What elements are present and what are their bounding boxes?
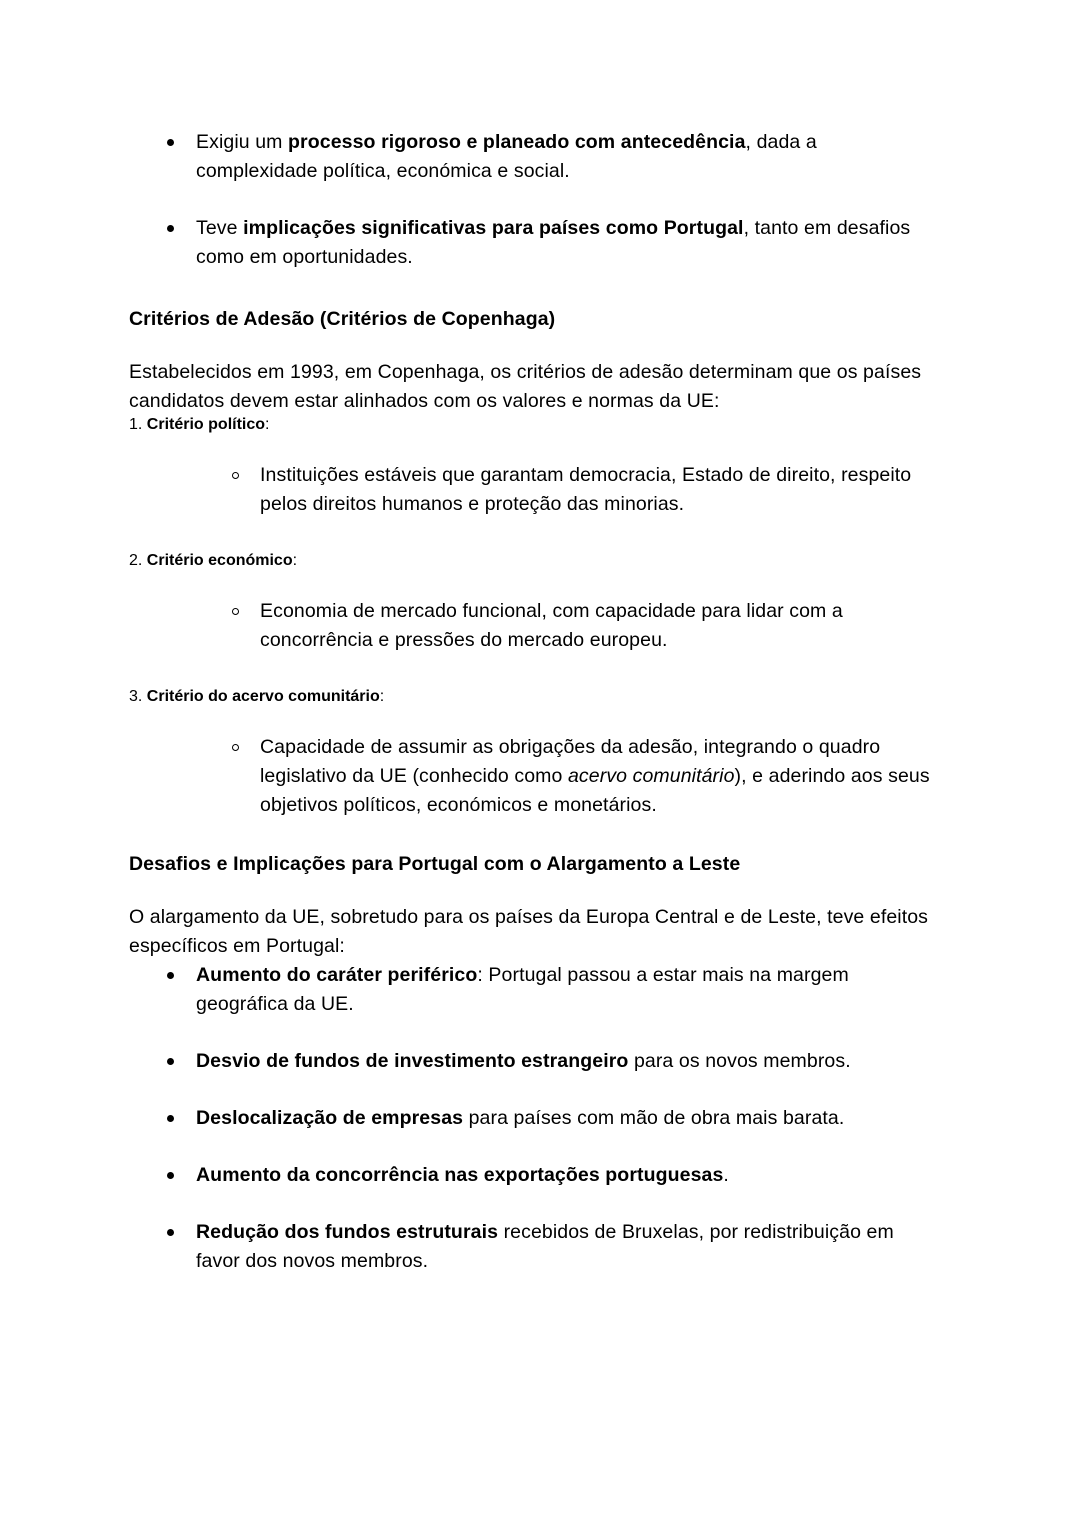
list-item xyxy=(129,597,941,655)
list-item-text: Instituições estáveis que garantam democracia, Estado de direito, respeito pelos direitos humanos e proteção das minorias. xyxy=(260,464,912,515)
text-bold: Desvio de fundos de investimento estrangeiro xyxy=(196,1050,629,1072)
text-tail: : xyxy=(265,416,270,433)
numbered-item-text xyxy=(147,552,297,569)
list-item-text: Economia de mercado funcional, com capacidade para lidar com a concorrência e pressões do mercado europeu. xyxy=(260,600,843,651)
numbered-item xyxy=(129,552,941,570)
criteria-sub-list xyxy=(129,597,941,655)
text-tail: recebidos de Bruxelas, por redistribuição em favor dos novos membros. xyxy=(196,1221,894,1272)
criteria-sub-list xyxy=(129,461,941,519)
list-number: 2. xyxy=(129,552,143,569)
numbered-item xyxy=(129,688,941,706)
list-item xyxy=(129,733,941,820)
bullet-circle-icon xyxy=(232,472,239,479)
list-item-text xyxy=(260,736,930,816)
list-number: 3. xyxy=(129,688,143,705)
text-tail: , tanto em desafios como em oportunidades. xyxy=(196,217,911,268)
list-item xyxy=(129,1047,941,1076)
criteria-numbered-list xyxy=(129,416,941,820)
bullet-disc-icon xyxy=(167,1115,174,1122)
text-bold: Critério do acervo comunitário xyxy=(146,688,380,705)
text-bold: Critério económico xyxy=(146,552,293,569)
bullet-disc-icon xyxy=(167,225,174,232)
text-bold: Aumento do caráter periférico xyxy=(196,964,478,986)
text-bold: Redução dos fundos estruturais xyxy=(196,1221,499,1243)
text-tail: , dada a complexidade política, económica e social. xyxy=(196,131,817,182)
text-tail: . xyxy=(723,1164,729,1186)
bullet-disc-icon xyxy=(167,1058,174,1065)
text-tail: ), e aderindo aos seus objetivos políticos, económicos e monetários. xyxy=(260,765,930,816)
text-bold: Critério político xyxy=(146,416,266,433)
bullet-circle-icon xyxy=(232,608,239,615)
list-item xyxy=(129,461,941,519)
text-bold: processo rigoroso e planeado com antecedência xyxy=(288,131,746,153)
criteria-block xyxy=(129,688,941,820)
list-item-text xyxy=(196,964,849,1015)
text-tail: : xyxy=(379,688,385,705)
list-item xyxy=(129,214,941,272)
list-item-text xyxy=(196,1107,844,1129)
text-lead: Exigiu um xyxy=(196,131,289,153)
list-item xyxy=(129,128,941,186)
text-lead: Capacidade de assumir as obrigações da adesão, integrando o quadro legislativo da UE (conhecido como xyxy=(260,736,881,787)
text-bold: implicações significativas para países como Portugal xyxy=(243,217,744,239)
text-lead: Teve xyxy=(196,217,244,239)
document-content xyxy=(129,128,941,1276)
section-intro-criteria: Estabelecidos em 1993, em Copenhaga, os critérios de adesão determinam que os países candidatos devem estar alinhados com os valores e normas da UE: xyxy=(129,361,922,412)
challenges-bullet-list xyxy=(129,961,941,1276)
bullet-disc-icon xyxy=(167,139,174,146)
list-item-text xyxy=(196,1050,851,1072)
text-tail: para os novos membros. xyxy=(628,1050,851,1072)
list-item xyxy=(129,961,941,1019)
list-item xyxy=(129,1161,941,1190)
numbered-item xyxy=(129,416,941,434)
text-tail: : xyxy=(292,552,298,569)
bullet-disc-icon xyxy=(167,1229,174,1236)
criteria-block xyxy=(129,552,941,655)
list-item xyxy=(129,1104,941,1133)
intro-bullet-list xyxy=(129,128,941,272)
bullet-circle-icon xyxy=(232,744,239,751)
list-item-text xyxy=(196,217,910,268)
text-italic: acervo comunitário xyxy=(567,765,735,787)
bullet-disc-icon xyxy=(167,972,174,979)
numbered-item-text xyxy=(147,688,384,705)
criteria-sub-list xyxy=(129,733,941,820)
list-item-text xyxy=(196,1221,894,1272)
section-intro-challenges: O alargamento da UE, sobretudo para os países da Europa Central e de Leste, teve efeitos específicos em Portugal: xyxy=(129,906,929,957)
numbered-item-text xyxy=(147,416,270,433)
text-bold: Aumento da concorrência nas exportações portuguesas xyxy=(196,1164,724,1186)
list-item xyxy=(129,1218,941,1276)
bullet-disc-icon xyxy=(167,1172,174,1179)
text-tail: : Portugal passou a estar mais na margem geográfica da UE. xyxy=(196,964,849,1015)
section-heading-challenges: Desafios e Implicações para Portugal com o Alargamento a Leste xyxy=(129,853,741,875)
text-tail: para países com mão de obra mais barata. xyxy=(463,1107,845,1129)
text-bold: Deslocalização de empresas xyxy=(196,1107,464,1129)
list-number: 1. xyxy=(129,416,143,433)
list-item-text xyxy=(196,1164,729,1186)
list-item-text xyxy=(196,131,817,182)
criteria-block xyxy=(129,416,941,519)
section-heading-criteria: Critérios de Adesão (Critérios de Copenhaga) xyxy=(129,308,556,330)
